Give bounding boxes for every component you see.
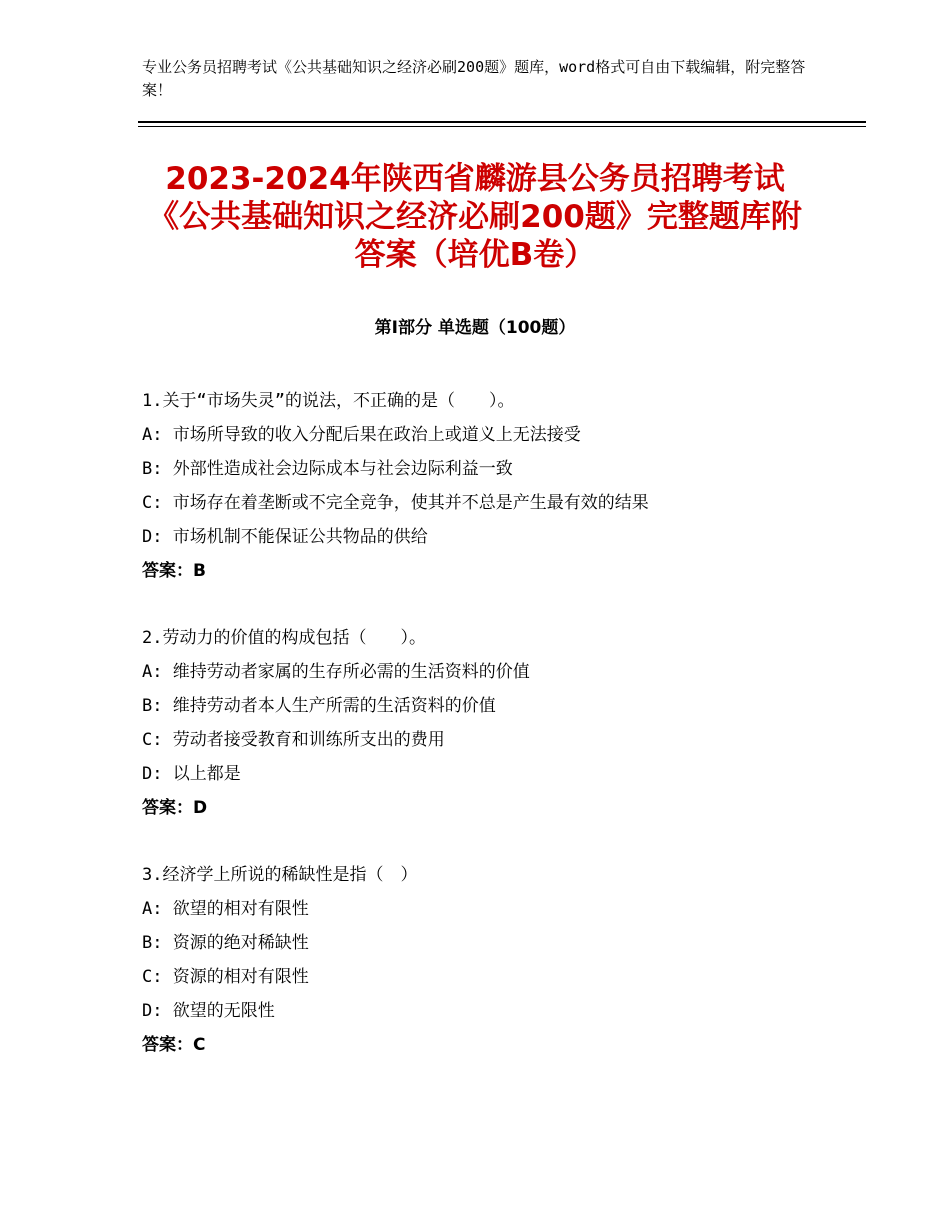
option-d: D: 欲望的无限性 — [142, 1001, 275, 1021]
option-c: C: 市场存在着垄断或不完全竞争，使其并不总是产生最有效的结果 — [142, 493, 649, 513]
option-b: B: 资源的绝对稀缺性 — [142, 933, 309, 953]
answer-label: 答案：C — [142, 1035, 206, 1055]
header-divider-thin — [138, 126, 866, 127]
header-note: 专业公务员招聘考试《公共基础知识之经济必刷200题》题库，word格式可自由下载编辑，附完整答案！ — [142, 58, 806, 99]
question-item — [142, 384, 862, 588]
question-stem: 1.关于“市场失灵”的说法，不正确的是（ ）。 — [142, 391, 515, 411]
option-a: A: 维持劳动者家属的生存所必需的生活资料的价值 — [142, 662, 530, 682]
answer-label: 答案：B — [142, 561, 206, 581]
option-d: D: 市场机制不能保证公共物品的供给 — [142, 527, 428, 547]
option-a: A: 市场所导致的收入分配后果在政治上或道义上无法接受 — [142, 425, 581, 445]
option-a: A: 欲望的相对有限性 — [142, 899, 309, 919]
option-d: D: 以上都是 — [142, 764, 241, 784]
question-item — [142, 858, 862, 1062]
option-b: B: 维持劳动者本人生产所需的生活资料的价值 — [142, 696, 496, 716]
option-b: B: 外部性造成社会边际成本与社会边际利益一致 — [142, 459, 513, 479]
option-c: C: 资源的相对有限性 — [142, 967, 309, 987]
answer-label: 答案：D — [142, 798, 208, 818]
header-divider-thick — [138, 121, 866, 123]
document-title: 2023-2024年陕西省麟游县公务员招聘考试《公共基础知识之经济必刷200题》完整题库附答案（培优B卷） — [148, 161, 802, 273]
section-title: 第I部分 单选题（100题） — [374, 318, 576, 338]
option-c: C: 劳动者接受教育和训练所支出的费用 — [142, 730, 445, 750]
question-item — [142, 621, 862, 825]
question-list — [142, 384, 862, 1095]
question-stem: 3.经济学上所说的稀缺性是指（ ） — [142, 865, 418, 885]
question-stem: 2.劳动力的价值的构成包括（ ）。 — [142, 628, 426, 648]
